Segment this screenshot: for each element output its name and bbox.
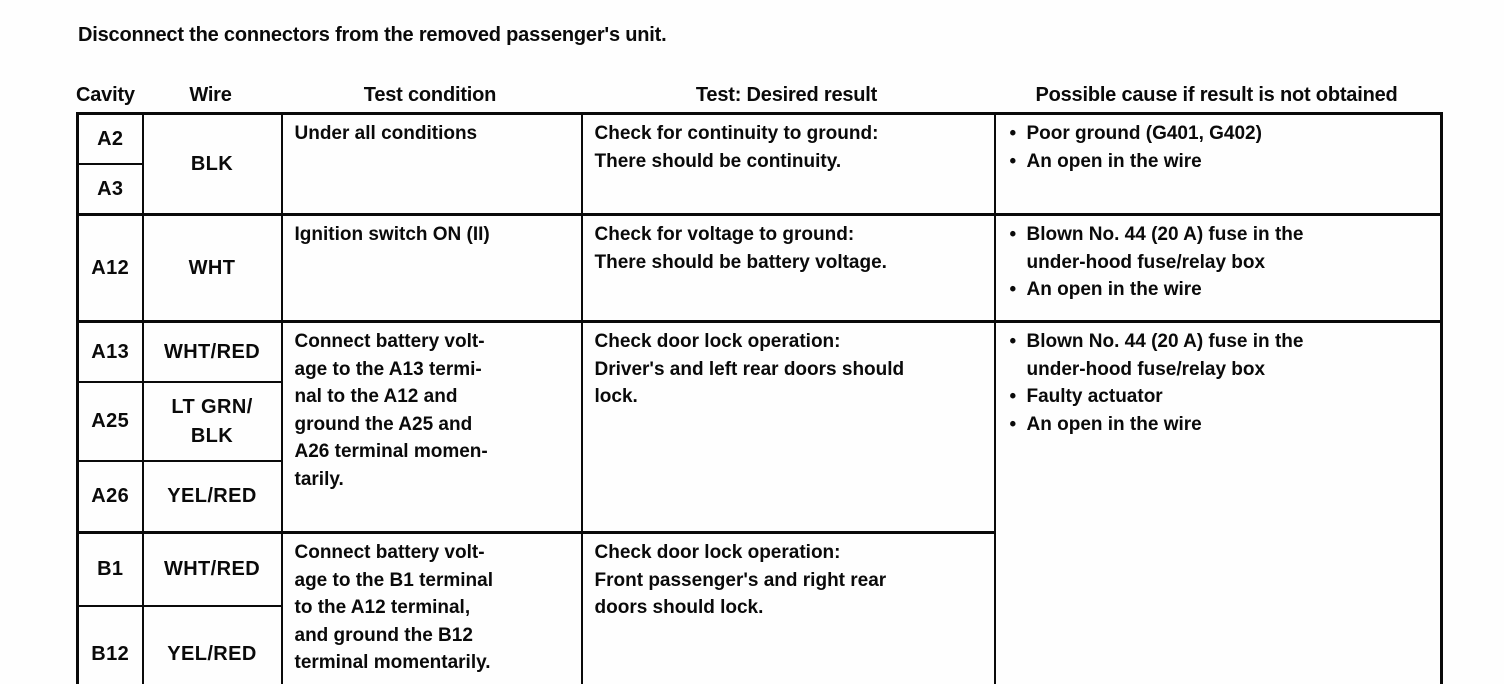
result-cell-section2 [582,215,995,322]
wire-label: BLK [190,152,234,175]
cause-item [1008,328,1429,383]
cause-item [1008,276,1429,304]
text-line: age to the A13 termi- [294,358,482,380]
condition-cell-section4 [282,533,582,684]
cause-item [1008,411,1429,439]
wire-cell-a2-a3 [143,114,282,215]
text-line: • An open in the wire [1026,279,1202,301]
troubleshooting-table [76,112,1443,684]
causes-cell-section1 [995,114,1442,215]
text-line: • Faulty actuator [1026,386,1163,408]
wire-label: WHT [188,256,236,279]
text-line: • Blown No. 44 (20 A) fuse in the [1026,331,1304,352]
column-header-possible-cause: Possible cause if result is not obtained [1035,84,1398,106]
wire-label: WHT/RED [163,558,261,580]
table-row [78,322,1442,383]
table-column-headers [76,84,1440,107]
condition-cell-section1 [282,114,582,215]
cavity-cell-a3: A3 [78,164,143,215]
text-line: under-hood fuse/relay box [1026,358,1266,380]
text-line: There should be battery voltage. [594,251,887,273]
table-row [78,114,1442,165]
result-cell-section1 [582,114,995,215]
wire-label: BLK [190,424,234,447]
text-line: under-hood fuse/relay box [1026,251,1266,273]
wire-cell-a12 [143,215,282,322]
causes-cell-section2 [995,215,1442,322]
column-header-wire: Wire [189,84,232,106]
cause-item [1008,148,1429,176]
cavity-cell-b1: B1 [78,533,143,607]
column-header-desired-result: Test: Desired result [695,84,878,106]
text-line: Check door lock operation: [594,542,841,563]
wire-cell-a25 [143,382,282,461]
text-line: Under all conditions [294,123,478,144]
cavity-cell-a26: A26 [78,461,143,533]
text-line: A26 terminal momen- [294,441,488,463]
text-line: lock. [594,386,638,408]
wire-label: YEL/RED [167,485,257,507]
text-line: Ignition switch ON (II) [294,224,490,245]
text-line: • An open in the wire [1026,413,1202,435]
causes-list [1008,221,1429,304]
text-line: doors should lock. [594,597,764,619]
cause-item [1008,221,1429,276]
cavity-cell-b12: B12 [78,606,143,684]
text-line: nal to the A12 and [294,386,458,408]
wire-cell-a13 [143,322,282,383]
text-line: • Blown No. 44 (20 A) fuse in the [1026,224,1304,245]
text-line: Connect battery volt- [294,542,485,563]
result-cell-section4 [582,533,995,684]
causes-list [1008,328,1429,438]
text-line: tarily. [294,468,344,490]
text-line: • Poor ground (G401, G402) [1026,123,1262,144]
instruction-text: Disconnect the connectors from the removed passenger's unit. [78,24,667,46]
text-line: Driver's and left rear doors should [594,358,905,380]
condition-cell-section2 [282,215,582,322]
text-line: Connect battery volt- [294,331,485,352]
column-header-cavity: Cavity [76,84,135,106]
wire-label: YEL/RED [167,643,257,665]
text-line: Check for continuity to ground: [594,123,879,144]
text-line: Front passenger's and right rear [594,569,887,591]
cavity-cell-a25: A25 [78,382,143,461]
text-line: terminal momentarily. [294,652,491,674]
column-header-test-condition: Test condition [363,84,497,106]
causes-cell-section3-4 [995,322,1442,684]
condition-cell-section3 [282,322,582,533]
result-cell-section3 [582,322,995,533]
cavity-cell-a13: A13 [78,322,143,383]
text-line: • An open in the wire [1026,150,1202,172]
text-line: and ground the B12 [294,624,473,646]
wire-cell-b1 [143,533,282,607]
causes-list [1008,120,1429,175]
cause-item [1008,383,1429,411]
text-line: Check for voltage to ground: [594,224,855,245]
cause-item [1008,120,1429,148]
text-line: age to the B1 terminal [294,569,493,591]
wire-cell-b12 [143,606,282,684]
wire-label: WHT/RED [163,340,261,363]
text-line: ground the A25 and [294,413,473,435]
text-line: Check door lock operation: [594,331,841,352]
text-line: to the A12 terminal, [294,597,471,619]
cavity-cell-a2: A2 [78,114,143,165]
wire-label: LT GRN/ [171,395,253,418]
table-row [78,215,1442,322]
wire-cell-a26 [143,461,282,533]
text-line: There should be continuity. [594,150,842,172]
cavity-cell-a12: A12 [78,215,143,322]
